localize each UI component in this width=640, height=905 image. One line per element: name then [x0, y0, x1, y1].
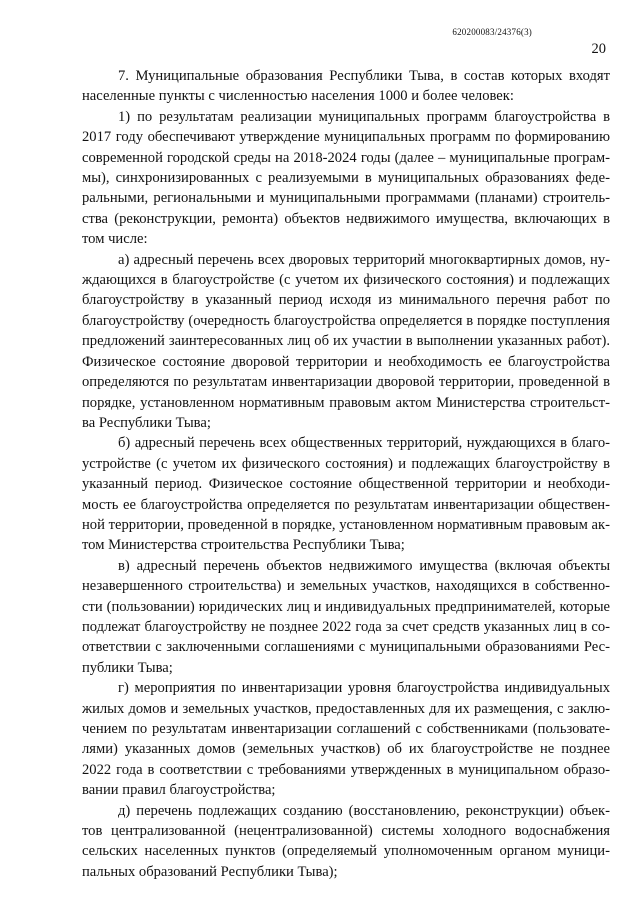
document-body [82, 66, 610, 882]
paragraph-subitem-d: д) перечень подлежащих созданию (восстановлению, реконструкции) объектов централизованной (нецентрализованной) системы холодного водоснабжения сельских населенных пунктов (определяемый уполномоченным органом муниципальных образований Республики Тыва); [82, 802, 610, 880]
paragraph-subitem-b: б) адресный перечень всех общественных территорий, нуждающихся в благоустройстве (с учетом их физического состояния) и подлежащих благоустройству в указанный период. Физическое состояние общественной территории и необходимость ее благоустройства определяется по результатам инвентаризации общественной территории, проведенной в порядке, установленном нормативным правовым актом Министерства строительства Республики Тыва; [82, 435, 610, 554]
page-number: 20 [591, 41, 606, 57]
paragraph-item-7: 7. Муниципальные образования Республики Тыва, в состав которых входят населенные пункты с численностью населения 1000 и более человек: [82, 68, 610, 105]
paragraph-subitem-a: а) адресный перечень всех дворовых территорий многоквартирных домов, нуждающихся в благоустройстве (с учетом их физического состояния) и подлежащих благоустройству в указанный период исходя из минимального перечня работ по благоустройству (очередность благоустройства определяется в порядке поступления предложений заинтересованных лиц об их участии в выполнении указанных работ). Физическое состояние дворовой территории и необходимость ее благоустройства определяются по результатам инвентаризации дворовой территории, проведенной в порядке, установленном нормативным правовым актом Министерства строительства Республики Тыва; [82, 251, 610, 431]
paragraph-subitem-v: в) адресный перечень объектов недвижимого имущества (включая объекты незавершенного строительства) и земельных участков, находящихся в собственности (пользовании) юридических лиц и индивидуальных предпринимателей, которые подлежат благоустройству не позднее 2022 года за счет средств указанных лиц в соответствии с заключенными соглашениями с муниципальными образованиями Республики Тыва; [82, 557, 610, 676]
paragraph-subitem-g: г) мероприятия по инвентаризации уровня благоустройства индивидуальных жилых домов и земельных участков, предоставленных для их размещения, с заключением по результатам инвентаризации соглашений с собственниками (пользователями) указанных домов (земельных участков) об их благоустройстве не позднее 2022 года в соответствии с требованиями утвержденных в муниципальном образовании правил благоустройства; [82, 680, 610, 799]
document-code: 620200083/24376(3) [452, 27, 532, 37]
paragraph-subitem-1: 1) по результатам реализации муниципальных программ благоустройства в 2017 году обеспечивают утверждение муниципальных программ по формированию современной городской среды на 2018-2024 годы (далее – муниципальные программы), синхронизированных с реализуемыми в муниципальных образованиях федеральными, региональными и муниципальными программами (планами) строительства (реконструкции, ремонта) объектов недвижимого имущества, включающих в том числе: [82, 108, 610, 248]
